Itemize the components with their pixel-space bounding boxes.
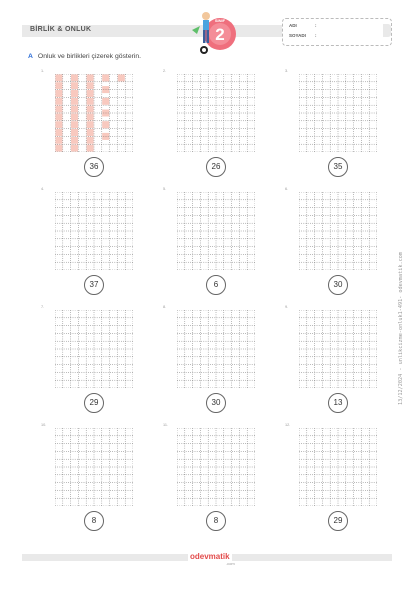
ten-rod-square <box>71 82 78 89</box>
target-number-circle: 35 <box>328 157 348 177</box>
problem-cell <box>277 68 397 186</box>
class-label: SOYADI <box>289 33 306 38</box>
info-tab <box>383 24 391 37</box>
ten-rod-square <box>71 98 78 105</box>
target-number-circle: 30 <box>328 275 348 295</box>
ten-rod-square <box>87 121 94 128</box>
ten-rod-square <box>87 113 94 120</box>
ten-rod-square <box>55 129 62 136</box>
instruction-letter: A <box>28 53 33 60</box>
dotted-grid[interactable] <box>299 310 377 388</box>
problem-cell <box>33 304 153 422</box>
problem-number: 6. <box>285 187 289 191</box>
ten-rod-square <box>87 90 94 97</box>
ten-rod-square <box>55 82 62 89</box>
ten-rod-square <box>55 113 62 120</box>
problem-number: 3. <box>285 69 289 73</box>
target-number-circle: 30 <box>206 393 226 413</box>
target-number-circle: 13 <box>328 393 348 413</box>
ten-rod-square <box>87 137 94 144</box>
dotted-grid[interactable] <box>55 192 133 270</box>
footer-brand-tld: .com <box>226 561 235 566</box>
problem-cell <box>155 186 275 304</box>
target-number-circle: 36 <box>84 157 104 177</box>
ten-rod-square <box>55 98 62 105</box>
dotted-grid[interactable] <box>177 192 255 270</box>
ten-rod-square <box>87 145 94 152</box>
ten-rod-square <box>55 145 62 152</box>
problem-cell <box>155 68 275 186</box>
student-info-box <box>282 18 392 46</box>
target-number-circle: 29 <box>84 393 104 413</box>
target-number-circle: 6 <box>206 275 226 295</box>
ten-rod-square <box>55 137 62 144</box>
dotted-grid[interactable] <box>177 74 255 152</box>
grade-mascot-icon <box>188 10 246 58</box>
ten-rod-square <box>71 145 78 152</box>
ten-rod-square <box>71 113 78 120</box>
problem-number: 5. <box>163 187 167 191</box>
one-unit-square <box>102 121 109 128</box>
target-number-circle: 8 <box>206 511 226 531</box>
target-number-circle: 37 <box>84 275 104 295</box>
ten-rod-square <box>71 129 78 136</box>
ten-rod-square <box>87 74 94 81</box>
instruction <box>28 53 141 60</box>
problem-number: 11. <box>163 423 168 427</box>
dotted-grid[interactable] <box>177 428 255 506</box>
problem-number: 7. <box>41 305 45 309</box>
problem-number: 1. <box>41 69 45 73</box>
dotted-grid[interactable] <box>177 310 255 388</box>
name-colon: : <box>315 23 317 28</box>
problem-number: 8. <box>163 305 167 309</box>
one-unit-square <box>118 74 125 81</box>
ten-rod-square <box>71 137 78 144</box>
ten-rod-square <box>55 90 62 97</box>
problem-cell <box>155 304 275 422</box>
ten-rod-square <box>71 74 78 81</box>
name-label: ADI <box>289 23 297 28</box>
problem-cell <box>277 422 397 540</box>
target-number-circle: 29 <box>328 511 348 531</box>
problem-cell <box>33 422 153 540</box>
problem-number: 9. <box>285 305 289 309</box>
problem-cell <box>33 186 153 304</box>
ten-rod-square <box>55 106 62 113</box>
ten-rod-square <box>87 98 94 105</box>
dotted-grid[interactable] <box>55 310 133 388</box>
problem-cell <box>277 186 397 304</box>
problem-cell <box>33 68 153 186</box>
side-watermark-text: 13/12/2024 - unlikcizme-onluk1-491- odevmatik.com <box>398 251 404 405</box>
dotted-grid[interactable] <box>299 74 377 152</box>
dotted-grid[interactable] <box>55 74 133 152</box>
class-field[interactable] <box>289 33 317 38</box>
ten-rod-square <box>71 90 78 97</box>
dotted-grid[interactable] <box>299 428 377 506</box>
grade-label: SINIF <box>214 18 226 23</box>
target-number-circle: 8 <box>84 511 104 531</box>
dotted-grid[interactable] <box>299 192 377 270</box>
dotted-grid[interactable] <box>55 428 133 506</box>
ten-rod-square <box>87 82 94 89</box>
problem-number: 4. <box>41 187 45 191</box>
problem-number: 2. <box>163 69 167 73</box>
problem-number: 12. <box>285 423 291 427</box>
ten-rod-square <box>55 121 62 128</box>
ten-rod-square <box>87 129 94 136</box>
grade-number: 2 <box>215 25 225 44</box>
one-unit-square <box>102 98 109 105</box>
ten-rod-square <box>71 106 78 113</box>
name-field[interactable] <box>289 23 317 28</box>
footer-brand-name: odevmatik <box>190 552 230 561</box>
worksheet-title: BİRLİK & ONLUK <box>30 26 92 33</box>
class-colon: : <box>315 33 317 38</box>
problem-cell <box>277 304 397 422</box>
problem-cell <box>155 422 275 540</box>
footer-brand <box>188 552 235 566</box>
ten-rod-square <box>71 121 78 128</box>
problem-number: 10. <box>41 423 47 427</box>
ten-rod-square <box>55 74 62 81</box>
one-unit-square <box>102 74 109 81</box>
target-number-circle: 26 <box>206 157 226 177</box>
ten-rod-square <box>87 106 94 113</box>
instruction-text: Onluk ve birlikleri çizerek gösterin. <box>37 53 142 60</box>
